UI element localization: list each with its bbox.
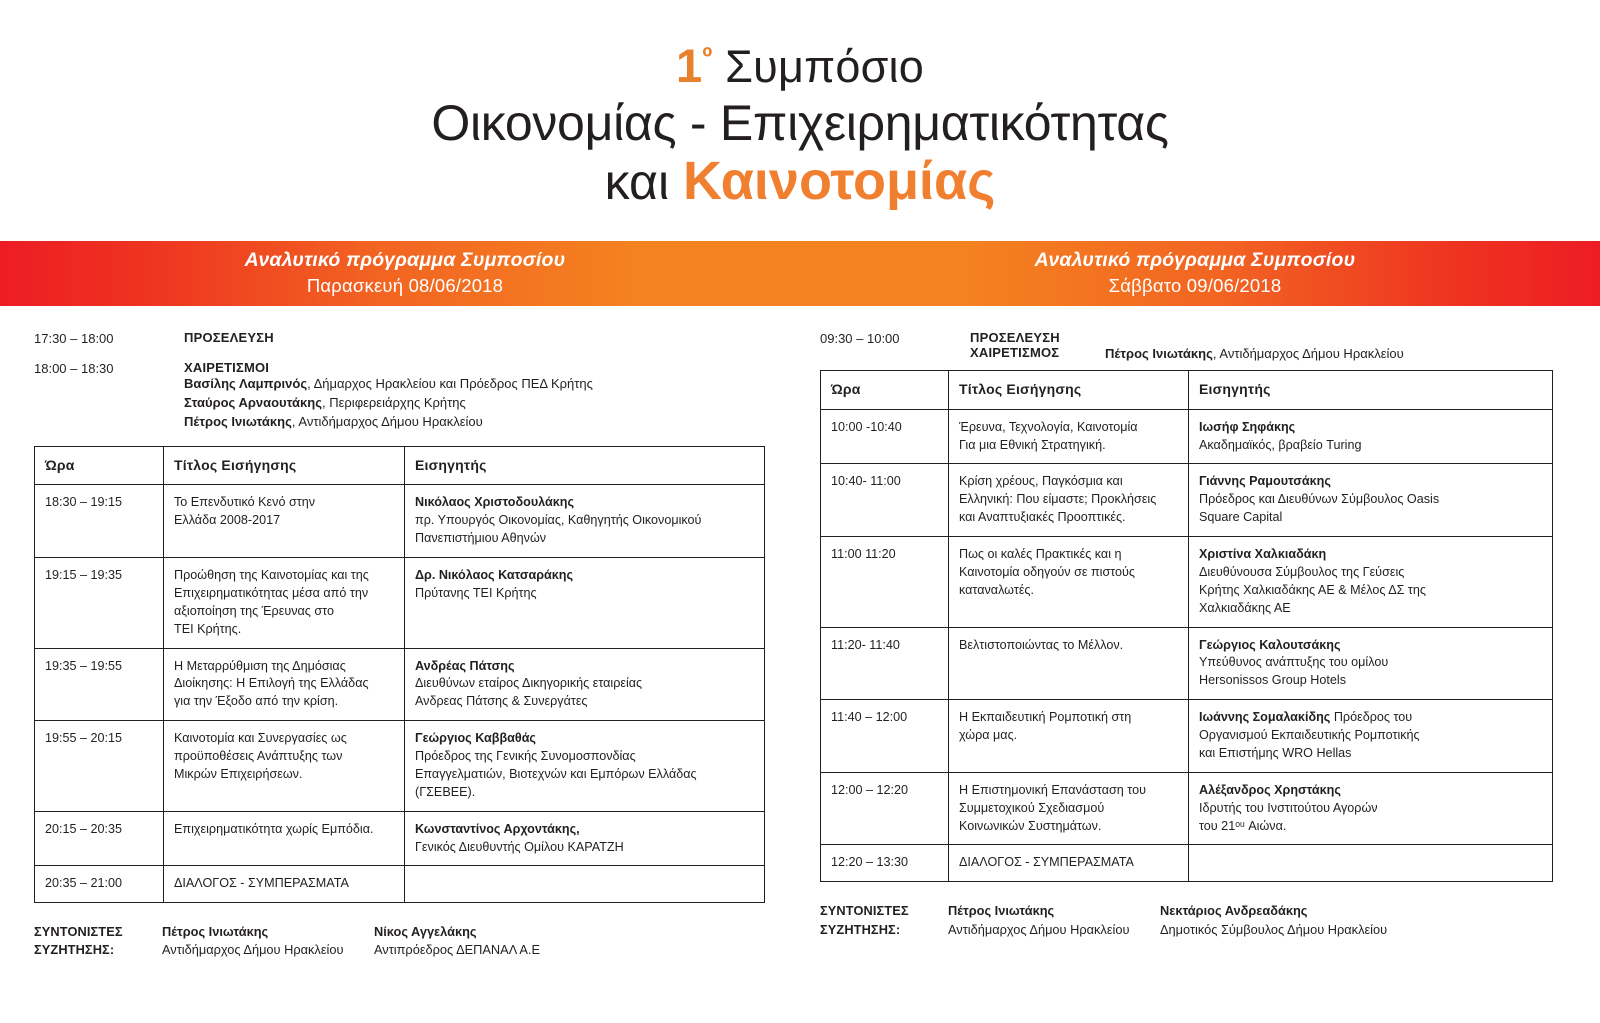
- title-line-3-accent: Καινοτομίας: [682, 150, 996, 211]
- row-title: [164, 811, 405, 866]
- row-speaker-name: Χριστίνα Χαλκιαδάκη: [1199, 547, 1327, 562]
- row-time: 11:40 – 12:00: [821, 700, 949, 773]
- title-line-3: [0, 150, 1600, 211]
- saturday-header-time: Ώρα: [821, 370, 949, 409]
- row-speaker: [1189, 464, 1553, 537]
- table-row: [821, 772, 1553, 845]
- row-time: 20:35 – 21:00: [35, 866, 164, 903]
- friday-greeter-2-name: Σταύρος Αρναουτάκης: [184, 394, 322, 410]
- banner-saturday: [800, 241, 1590, 306]
- row-speaker-role-line: Γενικός Διευθυντής Ομίλου ΚΑΡΑΤΖΗ: [415, 839, 624, 854]
- row-title-line: Προώθηση της Καινοτομίας και της: [174, 568, 369, 583]
- row-time: 19:55 – 20:15: [35, 721, 164, 812]
- friday-greeter-3: [184, 414, 483, 429]
- row-speaker: [405, 866, 765, 903]
- row-title-line: ΤΕΙ Κρήτης.: [174, 621, 242, 636]
- saturday-arrival-label: ΠΡΟΣΕΛΕΥΣΗ: [970, 330, 1060, 345]
- row-speaker: [1189, 409, 1553, 464]
- row-speaker-headline: [1199, 782, 1543, 800]
- title-line-1: [0, 39, 1600, 92]
- table-row: [35, 648, 765, 721]
- row-title-line: Η Επιστημονική Επανάσταση του: [959, 782, 1146, 797]
- table-row: [821, 627, 1553, 700]
- saturday-prelude-row: [820, 330, 1552, 364]
- row-speaker-headline: [415, 658, 755, 676]
- saturday-moderator-2-name: Νεκτάριος Ανδρεαδάκης: [1160, 903, 1308, 919]
- row-title: [164, 558, 405, 649]
- row-speaker: [405, 558, 765, 649]
- saturday-header-speaker: Εισηγητής: [1189, 370, 1553, 409]
- row-time: 11:20- 11:40: [821, 627, 949, 700]
- row-speaker-role-line: Διευθύνων εταίρος Δικηγορικής εταιρείας: [415, 676, 643, 691]
- row-speaker-headline: [415, 730, 755, 748]
- banner-friday-title: Αναλυτικό πρόγραμμα Συμποσίου: [244, 249, 566, 271]
- friday-prelude-row-greetings: [34, 360, 764, 432]
- row-title-line: Διοίκησης: Η Επιλογή της Ελλάδας: [174, 676, 369, 691]
- row-title-line: αξιοποίηση της Έρευνας στο: [174, 603, 334, 618]
- saturday-greeter-1-name: Πέτρος Ινιωτάκης: [1105, 346, 1213, 361]
- row-title-line: Ελληνική: Που είμαστε; Προκλήσεις: [959, 492, 1157, 507]
- row-title: [164, 485, 405, 558]
- row-title: [949, 464, 1189, 537]
- friday-moderator-1-name: Πέτρος Ινιωτάκης: [162, 924, 269, 940]
- saturday-moderators-label: [820, 902, 948, 938]
- row-speaker-name: Γεώργιος Καλουτσάκης: [1199, 637, 1341, 652]
- row-title: [949, 627, 1189, 700]
- row-title: [949, 772, 1189, 845]
- row-time: 12:00 – 12:20: [821, 772, 949, 845]
- row-speaker-headline: [1199, 637, 1543, 655]
- program-banner: [0, 241, 1600, 306]
- row-title-line: Για μια Εθνική Στρατηγική.: [959, 437, 1106, 452]
- row-title-line: Κρίση χρέους, Παγκόσμια και: [959, 474, 1123, 489]
- banner-saturday-title: Αναλυτικό πρόγραμμα Συμποσίου: [1034, 249, 1356, 271]
- row-title-line: Επιχειρηματικότητα χωρίς Εμπόδια.: [174, 821, 374, 836]
- row-speaker-name: Γιάννης Ραμουτσάκης: [1199, 474, 1331, 489]
- row-speaker-headline: [1199, 709, 1543, 727]
- friday-header-speaker: Εισηγητής: [405, 446, 765, 485]
- row-title-line: Πως οι καλές Πρακτικές και η: [959, 547, 1122, 562]
- saturday-greeter-1: [1105, 345, 1404, 364]
- banner-friday-date: Παρασκευή 08/06/2018: [306, 275, 504, 296]
- saturday-moderator-2: [1160, 902, 1410, 938]
- row-speaker-headline: [1199, 473, 1543, 491]
- row-speaker-headline: [1199, 546, 1543, 564]
- row-speaker-name: Δρ. Νικόλαος Κατσαράκης: [415, 568, 574, 583]
- friday-greetings-time: 18:00 – 18:30: [34, 361, 114, 376]
- row-speaker-role-line: και Επιστήμης WRO Hellas: [1199, 745, 1352, 760]
- saturday-header-title: Τίτλος Εισήγησης: [949, 370, 1189, 409]
- saturday-moderators-label-line2: ΣΥΖΗΤΗΣΗΣ:: [820, 921, 901, 937]
- row-time: 19:35 – 19:55: [35, 648, 164, 721]
- friday-greetings-people: [184, 375, 764, 432]
- friday-prelude: [34, 330, 764, 432]
- row-title-line: Καινοτομία οδηγούν σε πιστούς: [959, 564, 1135, 579]
- row-title-line: Βελτιστοποιώντας το Μέλλον.: [959, 637, 1124, 652]
- row-speaker-role-line: Πρύτανης ΤΕΙ Κρήτης: [415, 585, 537, 600]
- row-speaker-headline: [1199, 419, 1543, 437]
- row-speaker-role-line: Ακαδημαϊκός, βραβείο Turing: [1199, 437, 1362, 452]
- row-speaker: [405, 721, 765, 812]
- row-title-line: Το Επενδυτικό Κενό στην: [174, 495, 315, 510]
- table-row: [821, 845, 1553, 882]
- friday-arrival-label: ΠΡΟΣΕΛΕΥΣΗ: [184, 330, 274, 345]
- row-speaker: [405, 648, 765, 721]
- row-speaker-role-line: Ιδρυτής του Ινστιτούτου Αγορών: [1199, 800, 1378, 815]
- row-title-line: Καινοτομία και Συνεργασίες ως: [174, 731, 347, 746]
- row-speaker: [1189, 627, 1553, 700]
- banner-saturday-date: Σάββατο 09/06/2018: [1108, 275, 1282, 296]
- saturday-prelude: [820, 330, 1552, 364]
- title-ordinal-number: 1: [676, 39, 703, 92]
- friday-column: [34, 330, 764, 960]
- saturday-column: [820, 330, 1552, 939]
- row-title-line: Η Εκπαιδευτική Ρομποτική στη: [959, 710, 1132, 725]
- friday-moderators-label-line1: ΣΥΝΤΟΝΙΣΤΕΣ: [34, 924, 123, 940]
- title-line-3-prefix: και: [604, 153, 683, 210]
- table-row: [35, 485, 765, 558]
- row-speaker-headline: [415, 494, 755, 512]
- table-row: [821, 537, 1553, 628]
- friday-greeter-3-name: Πέτρος Ινιωτάκης: [184, 413, 292, 429]
- row-speaker-role-line: Διευθύνουσα Σύμβουλος της Γεύσεις: [1199, 564, 1405, 579]
- saturday-moderators-label-line1: ΣΥΝΤΟΝΙΣΤΕΣ: [820, 903, 909, 919]
- row-speaker: [1189, 700, 1553, 773]
- table-row: [35, 558, 765, 649]
- row-time: 10:00 -10:40: [821, 409, 949, 464]
- friday-greetings-label: ΧΑΙΡΕΤΙΣΜΟΙ: [184, 360, 270, 375]
- friday-moderator-1-role: Αντιδήμαρχος Δήμου Ηρακλείου: [162, 942, 344, 958]
- friday-greeter-1-role: , Δήμαρχος Ηρακλείου και Πρόεδρος ΠΕΔ Κρήτης: [307, 376, 593, 391]
- title-line-1-rest: Συμπόσιο: [712, 41, 924, 92]
- row-title-line: χώρα μας.: [959, 728, 1018, 743]
- row-title-line: Η Μεταρρύθμιση της Δημόσιας: [174, 658, 346, 673]
- row-speaker-headline: [415, 821, 755, 839]
- row-title-line: Επιχειρηματικότητας μέσα από την: [174, 585, 369, 600]
- friday-program-table: [34, 446, 765, 904]
- saturday-moderator-1-name: Πέτρος Ινιωτάκης: [948, 903, 1055, 919]
- row-time: 10:40- 11:00: [821, 464, 949, 537]
- page-title: [0, 39, 1600, 211]
- friday-moderator-1: [162, 923, 374, 959]
- saturday-moderator-1: [948, 902, 1160, 938]
- row-title-line: καταναλωτές.: [959, 582, 1034, 597]
- row-time: 12:20 – 13:30: [821, 845, 949, 882]
- row-speaker: [405, 485, 765, 558]
- row-title: [949, 700, 1189, 773]
- row-speaker-role-line: Επαγγελματιών, Βιοτεχνών και Εμπόρων Ελλάδας: [415, 766, 697, 781]
- row-title-line: Κοινωνικών Συστημάτων.: [959, 818, 1102, 833]
- friday-moderators-label-line2: ΣΥΖΗΤΗΣΗΣ:: [34, 942, 115, 958]
- title-ordinal-superscript: º: [702, 42, 713, 72]
- row-speaker-role-line: Square Capital: [1199, 510, 1283, 525]
- row-speaker: [1189, 845, 1553, 882]
- row-speaker-role-line: πρ. Υπουργός Οικονομίας, Καθηγητής Οικονομικού: [415, 513, 702, 528]
- row-time: 11:00 11:20: [821, 537, 949, 628]
- row-title-line: για την Έξοδο από την κρίση.: [174, 694, 339, 709]
- row-speaker-headline: [415, 567, 755, 585]
- row-speaker-role-line: Οργανισμού Εκπαιδευτικής Ρομποτικής: [1199, 728, 1420, 743]
- row-time: 19:15 – 19:35: [35, 558, 164, 649]
- friday-greeter-2-role: , Περιφερειάρχης Κρήτης: [322, 394, 466, 410]
- row-speaker-name: Ιωσήφ Σηφάκης: [1199, 419, 1296, 434]
- row-title-line: ΔΙΑΛΟΓΟΣ - ΣΥΜΠΕΡΑΣΜΑΤΑ: [959, 855, 1134, 870]
- row-speaker-role-inline: Πρόεδρος του: [1330, 710, 1413, 725]
- table-row: [35, 811, 765, 866]
- friday-greeter-3-role: , Αντιδήμαρχος Δήμου Ηρακλείου: [291, 413, 483, 429]
- saturday-greeting-label: ΧΑΙΡΕΤΙΣΜΟΣ: [970, 345, 1060, 360]
- table-row: [821, 700, 1553, 773]
- row-speaker: [1189, 772, 1553, 845]
- friday-greeter-1: [184, 376, 593, 391]
- friday-greeter-1-name: Βασίλης Λαμπρινός: [184, 376, 308, 391]
- row-speaker-name: Νικόλαος Χριστοδουλάκης: [415, 495, 575, 510]
- row-title: [164, 721, 405, 812]
- row-title-line: ΔΙΑΛΟΓΟΣ - ΣΥΜΠΕΡΑΣΜΑΤΑ: [174, 876, 349, 891]
- table-row: [35, 721, 765, 812]
- row-speaker-name: Ιωάννης Σομαλακίδης: [1199, 710, 1331, 725]
- row-time: 20:15 – 20:35: [35, 811, 164, 866]
- row-speaker: [1189, 537, 1553, 628]
- row-speaker-role-line: Πρόεδρος και Διευθύνων Σύμβουλος Oasis: [1199, 492, 1440, 507]
- friday-prelude-row-arrival: [34, 330, 764, 346]
- friday-moderators-label: [34, 923, 162, 959]
- friday-header-title: Τίτλος Εισήγησης: [164, 446, 405, 485]
- friday-moderator-2-role: Αντιπρόεδρος ΔΕΠΑΝΑΛ Α.Ε: [374, 942, 541, 958]
- saturday-greeting-row: [970, 345, 1552, 364]
- row-speaker-role-line: Πρόεδρος της Γενικής Συνομοσπονδίας: [415, 749, 636, 764]
- saturday-greeter-1-role: , Αντιδήμαρχος Δήμου Ηρακλείου: [1212, 346, 1404, 361]
- row-speaker-role-line: Κρήτης Χαλκιαδάκης ΑΕ & Μέλος ΔΣ της: [1199, 582, 1426, 597]
- saturday-program-table: [820, 370, 1553, 883]
- row-title-line: Έρευνα, Τεχνολογία, Καινοτομία: [959, 419, 1138, 434]
- row-title-line: προϋποθέσεις Ανάπτυξης των: [174, 749, 343, 764]
- row-title-line: Ελλάδα 2008-2017: [174, 513, 281, 528]
- row-title-line: και Αναπτυξιακές Προοπτικές.: [959, 510, 1126, 525]
- row-speaker-role-line: (ΓΣΕΒΕΕ).: [415, 784, 476, 799]
- title-line-2: Οικονομίας - Επιχειρηματικότητας: [431, 94, 1169, 151]
- row-speaker-name: Αλέξανδρος Χρηστάκης: [1199, 782, 1341, 797]
- friday-moderator-2-name: Νίκος Αγγελάκης: [374, 924, 477, 940]
- row-title: [164, 648, 405, 721]
- row-title: [949, 537, 1189, 628]
- row-speaker-name: Γεώργιος Καββαθάς: [415, 731, 536, 746]
- friday-arrival-time: 17:30 – 18:00: [34, 331, 114, 346]
- saturday-table-header-row: [821, 370, 1553, 409]
- table-row: [821, 464, 1553, 537]
- row-speaker-role-line: Πανεπιστήμιου Αθηνών: [415, 531, 547, 546]
- row-title: [949, 845, 1189, 882]
- row-speaker-role-line: Hersonissos Group Hotels: [1199, 673, 1346, 688]
- row-speaker: [405, 811, 765, 866]
- table-row: [821, 409, 1553, 464]
- friday-table-header-row: [35, 446, 765, 485]
- row-time: 18:30 – 19:15: [35, 485, 164, 558]
- friday-moderators: [34, 923, 764, 959]
- friday-moderator-2: [374, 923, 586, 959]
- row-speaker-role-line: του 21ᵒᵘ Αιώνα.: [1199, 818, 1287, 833]
- row-speaker-role-line: Χαλκιαδάκης ΑΕ: [1199, 600, 1291, 615]
- saturday-arrival-time: 09:30 – 10:00: [820, 331, 900, 346]
- row-speaker-name: Ανδρέας Πάτσης: [415, 658, 515, 673]
- row-title: [164, 866, 405, 903]
- row-speaker-name: Κωνσταντίνος Αρχοντάκης,: [415, 821, 580, 836]
- row-speaker-role-line: Υπεύθυνος ανάπτυξης του ομίλου: [1199, 655, 1389, 670]
- banner-friday: [10, 241, 800, 306]
- row-speaker-role-line: Ανδρεας Πάτσης & Συνεργάτες: [415, 694, 588, 709]
- friday-header-time: Ώρα: [35, 446, 164, 485]
- table-row: [35, 866, 765, 903]
- saturday-moderator-1-role: Αντιδήμαρχος Δήμου Ηρακλείου: [948, 921, 1130, 937]
- friday-greeter-2: [184, 395, 466, 410]
- row-title-line: Μικρών Επιχειρήσεων.: [174, 766, 303, 781]
- saturday-moderators: [820, 902, 1552, 938]
- row-title: [949, 409, 1189, 464]
- saturday-moderator-2-role: Δημοτικός Σύμβουλος Δήμου Ηρακλείου: [1160, 921, 1388, 937]
- row-title-line: Συμμετοχικού Σχεδιασμού: [959, 800, 1105, 815]
